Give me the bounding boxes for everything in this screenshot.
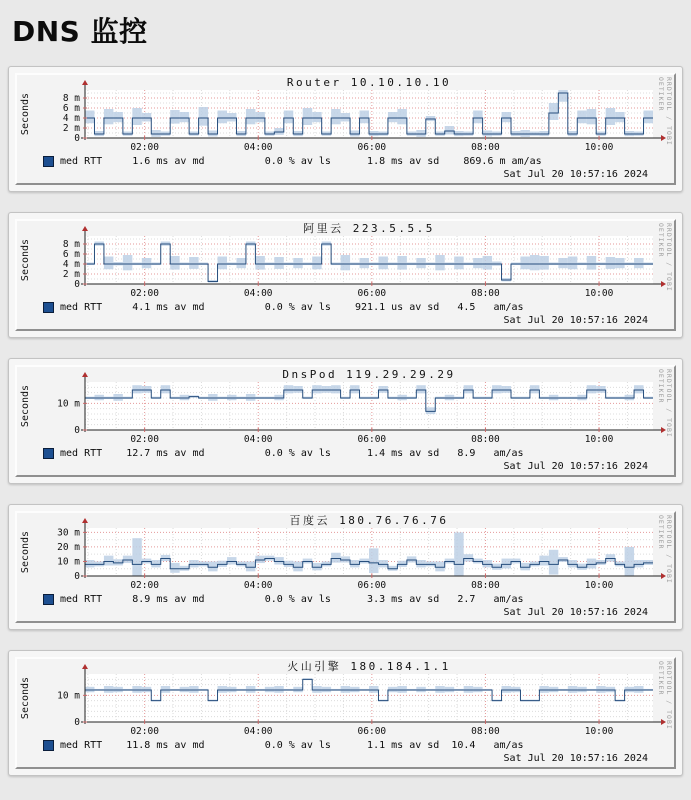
- svg-text:10 m: 10 m: [57, 398, 80, 410]
- svg-text:08:00: 08:00: [471, 142, 500, 153]
- svg-text:04:00: 04:00: [243, 726, 273, 737]
- svg-text:04:00: 04:00: [243, 142, 273, 153]
- svg-text:6 m: 6 m: [62, 249, 80, 260]
- plot-svg: [17, 660, 674, 738]
- graph-panel: [8, 66, 683, 192]
- svg-text:30 m: 30 m: [57, 527, 80, 539]
- svg-text:04:00: 04:00: [243, 434, 273, 445]
- svg-text:阿里云 223.5.5.5: 阿里云 223.5.5.5: [303, 222, 435, 235]
- svg-text:10:00: 10:00: [584, 726, 614, 737]
- svg-text:10:00: 10:00: [584, 288, 614, 299]
- legend-text: med RTT 11.8 ms av md 0.0 % av ls 1.1 ms av sd 10.4 am/as: [60, 740, 524, 751]
- legend-color-swatch: [43, 448, 54, 459]
- svg-text:10:00: 10:00: [584, 580, 614, 591]
- svg-text:10 m: 10 m: [57, 556, 80, 568]
- legend-color-swatch: [43, 156, 54, 167]
- svg-text:04:00: 04:00: [243, 580, 273, 591]
- svg-text:DnsPod 119.29.29.29: DnsPod 119.29.29.29: [282, 368, 456, 381]
- svg-text:0: 0: [74, 425, 80, 436]
- plot-svg: [17, 368, 674, 446]
- svg-text:2 m: 2 m: [62, 123, 80, 134]
- svg-text:06:00: 06:00: [357, 288, 387, 299]
- svg-text:百度云 180.76.76.76: 百度云 180.76.76.76: [289, 514, 449, 527]
- svg-text:08:00: 08:00: [471, 580, 500, 591]
- svg-text:4 m: 4 m: [62, 113, 80, 124]
- timestamp: Sat Jul 20 10:57:16 2024: [503, 315, 648, 326]
- legend-color-swatch: [43, 740, 54, 751]
- svg-text:06:00: 06:00: [357, 726, 387, 737]
- svg-text:0: 0: [74, 133, 80, 144]
- legend-row: [17, 593, 674, 606]
- svg-text:10 m: 10 m: [57, 690, 80, 702]
- svg-text:Seconds: Seconds: [20, 92, 31, 136]
- legend-text: med RTT 4.1 ms av md 0.0 % av ls 921.1 us av sd 4.5 am/as: [60, 302, 524, 313]
- svg-text:8 m: 8 m: [62, 239, 80, 250]
- legend-row: [17, 447, 674, 460]
- timestamp: Sat Jul 20 10:57:16 2024: [503, 169, 648, 180]
- rrd-graph[interactable]: [15, 219, 676, 331]
- svg-text:10:00: 10:00: [584, 142, 614, 153]
- legend-text: med RTT 8.9 ms av md 0.0 % av ls 3.3 ms av sd 2.7 am/as: [60, 594, 524, 605]
- plot-svg: [17, 76, 674, 154]
- svg-text:02:00: 02:00: [130, 434, 159, 445]
- svg-text:Seconds: Seconds: [20, 384, 31, 428]
- svg-text:0: 0: [74, 279, 80, 290]
- svg-text:8 m: 8 m: [62, 93, 80, 104]
- svg-text:2 m: 2 m: [62, 269, 80, 280]
- legend-color-swatch: [43, 302, 54, 313]
- graph-list: [8, 66, 683, 776]
- svg-text:Seconds: Seconds: [20, 530, 31, 574]
- legend-color-swatch: [43, 594, 54, 605]
- timestamp: Sat Jul 20 10:57:16 2024: [503, 607, 648, 618]
- svg-text:08:00: 08:00: [471, 434, 500, 445]
- svg-text:Seconds: Seconds: [20, 238, 31, 282]
- svg-text:06:00: 06:00: [357, 142, 387, 153]
- graph-panel: [8, 212, 683, 338]
- plot-svg: [17, 222, 674, 300]
- svg-text:0: 0: [74, 717, 80, 728]
- svg-text:06:00: 06:00: [357, 580, 387, 591]
- svg-text:Seconds: Seconds: [20, 676, 31, 720]
- svg-text:02:00: 02:00: [130, 288, 159, 299]
- svg-text:02:00: 02:00: [130, 142, 159, 153]
- legend-text: med RTT 1.6 ms av md 0.0 % av ls 1.8 ms av sd 869.6 m am/as: [60, 156, 542, 167]
- svg-text:02:00: 02:00: [130, 580, 159, 591]
- rrd-graph[interactable]: [15, 73, 676, 185]
- svg-text:Router 10.10.10.10: Router 10.10.10.10: [286, 76, 452, 89]
- svg-text:20 m: 20 m: [57, 541, 80, 553]
- svg-text:08:00: 08:00: [471, 288, 500, 299]
- svg-text:6 m: 6 m: [62, 103, 80, 114]
- svg-text:10:00: 10:00: [584, 434, 614, 445]
- graph-panel: [8, 504, 683, 630]
- svg-text:4 m: 4 m: [62, 259, 80, 270]
- legend-row: [17, 155, 674, 168]
- rrdtool-watermark: RRDTOOL / TOBI OETIKER: [657, 369, 673, 438]
- svg-text:08:00: 08:00: [471, 726, 500, 737]
- rrd-graph[interactable]: [15, 657, 676, 769]
- graph-panel: [8, 358, 683, 484]
- legend-row: [17, 301, 674, 314]
- legend-row: [17, 739, 674, 752]
- rrd-graph[interactable]: [15, 365, 676, 477]
- rrdtool-watermark: RRDTOOL / TOBI OETIKER: [657, 223, 673, 292]
- rrdtool-watermark: RRDTOOL / TOBI OETIKER: [657, 661, 673, 730]
- timestamp: Sat Jul 20 10:57:16 2024: [503, 753, 648, 764]
- svg-text:04:00: 04:00: [243, 288, 273, 299]
- rrdtool-watermark: RRDTOOL / TOBI OETIKER: [657, 515, 673, 584]
- page-title: DNS 监控: [12, 15, 148, 48]
- rrd-graph[interactable]: [15, 511, 676, 623]
- plot-svg: [17, 514, 674, 592]
- svg-text:0: 0: [74, 571, 80, 582]
- legend-text: med RTT 12.7 ms av md 0.0 % av ls 1.4 ms av sd 8.9 am/as: [60, 448, 524, 459]
- graph-panel: [8, 650, 683, 776]
- timestamp: Sat Jul 20 10:57:16 2024: [503, 461, 648, 472]
- rrdtool-watermark: RRDTOOL / TOBI OETIKER: [657, 77, 673, 146]
- svg-text:06:00: 06:00: [357, 434, 387, 445]
- svg-text:火山引擎 180.184.1.1: 火山引擎 180.184.1.1: [287, 660, 451, 673]
- svg-text:02:00: 02:00: [130, 726, 159, 737]
